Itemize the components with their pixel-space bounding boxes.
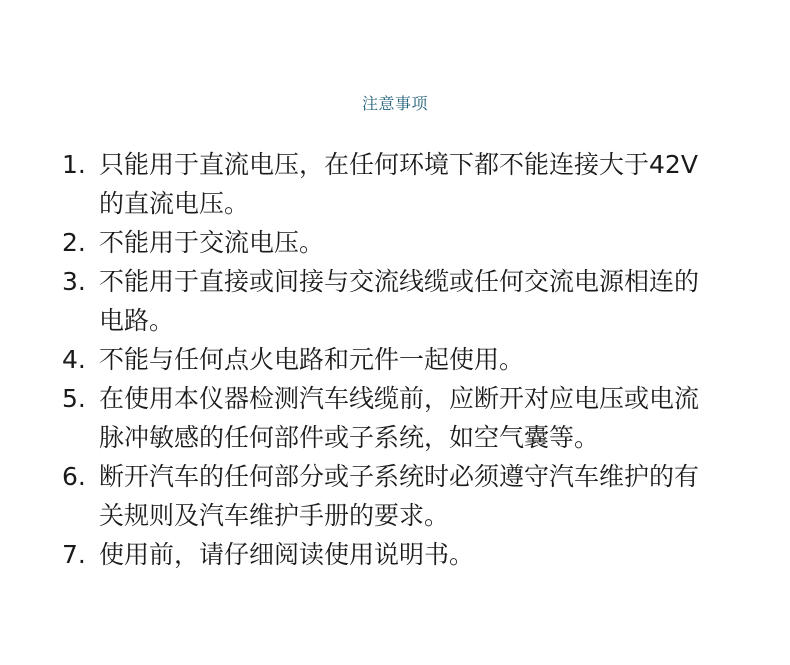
- list-item-3: [62, 262, 752, 340]
- list-item-6: [62, 457, 752, 535]
- list-item-1: [62, 145, 752, 223]
- list-item-text: 使用前，请仔细阅读使用说明书。: [99, 540, 475, 569]
- list-item-5: [62, 379, 752, 457]
- list-item-text: 不能用于直接或间接与交流线缆或任何交流电源相连的电路。: [99, 267, 700, 335]
- list-item-number: 4.: [62, 345, 86, 374]
- list-item-4: [62, 340, 752, 379]
- list-item-number: 5.: [62, 384, 86, 413]
- page-title: 注意事项: [361, 94, 428, 113]
- list-item-number: 6.: [62, 462, 86, 491]
- list-item-number: 2.: [62, 228, 86, 257]
- list-item-number: 3.: [62, 267, 86, 296]
- list-item-text: 在使用本仪器检测汽车线缆前，应断开对应电压或电流脉冲敏感的任何部件或子系统，如空气囊等。: [99, 384, 700, 452]
- list-item-text: 只能用于直流电压，在任何环境下都不能连接大于42V的直流电压。: [99, 150, 698, 218]
- list-item-2: [62, 223, 752, 262]
- list-item-text: 不能与任何点火电路和元件一起使用。: [99, 345, 525, 374]
- list-item-text: 断开汽车的任何部分或子系统时必须遵守汽车维护的有关规则及汽车维护手册的要求。: [99, 462, 700, 530]
- list-item-text: 不能用于交流电压。: [99, 228, 325, 257]
- list-item-7: [62, 535, 752, 574]
- list-item-number: 1.: [62, 150, 86, 179]
- list-item-number: 7.: [62, 540, 86, 569]
- notes-list: [62, 145, 752, 574]
